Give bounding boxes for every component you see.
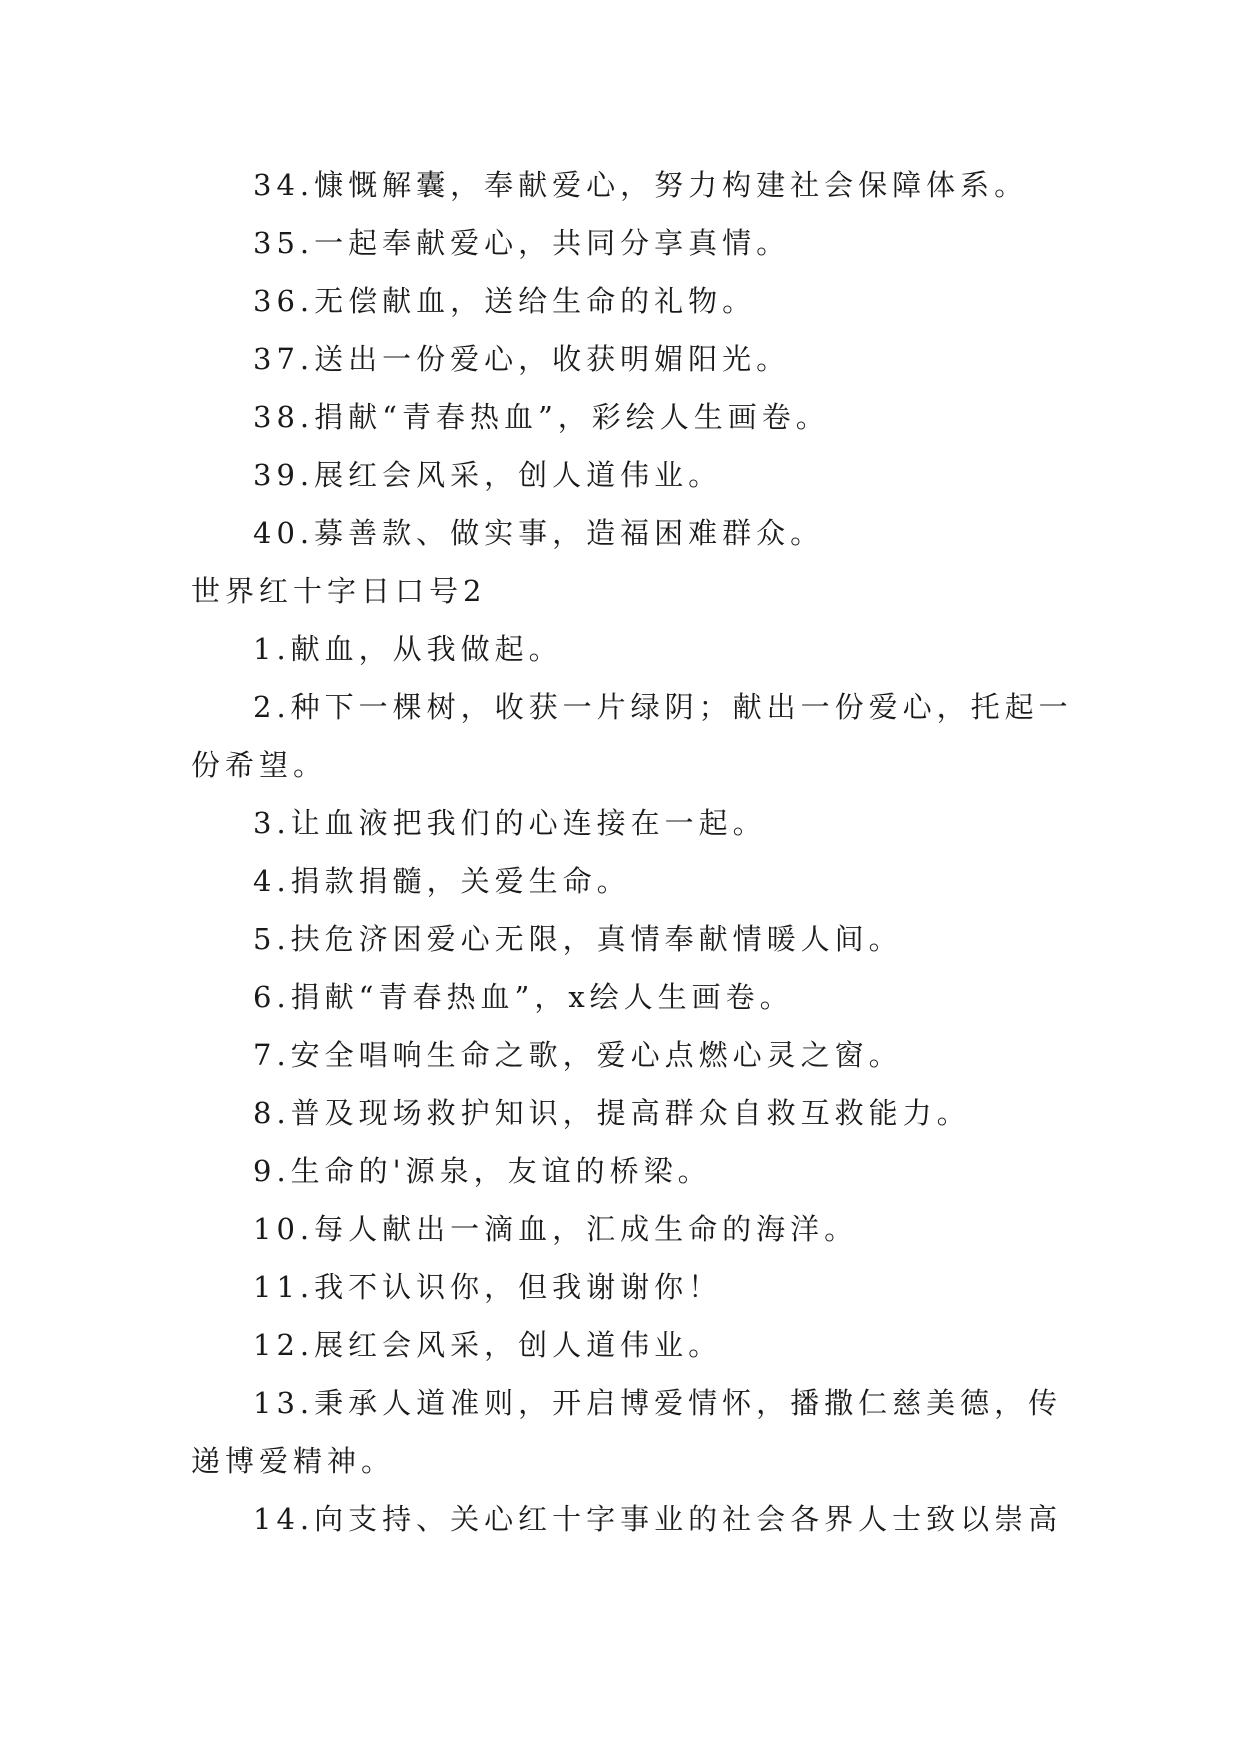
slogan-2-continued: 份希望。 (191, 748, 328, 782)
slogan-10: 10.每人献出一滴血，汇成生命的海洋。 (253, 1212, 859, 1246)
slogan-3: 3.让血液把我们的心连接在一起。 (253, 806, 767, 840)
slogan-6: 6.捐献“青春热血”，x绘人生画卷。 (253, 980, 794, 1014)
slogan-34: 34.慷慨解囊，奉献爱心，努力构建社会保障体系。 (253, 168, 1029, 202)
slogan-36: 36.无偿献血，送给生命的礼物。 (253, 284, 757, 318)
slogan-12: 12.展红会风采，创人道伟业。 (253, 1328, 723, 1362)
section-heading: 世界红十字日口号2 (191, 574, 487, 608)
slogan-7: 7.安全唱响生命之歌，爱心点燃心灵之窗。 (253, 1038, 903, 1072)
slogan-37: 37.送出一份爱心，收获明媚阳光。 (253, 342, 791, 376)
slogan-40: 40.募善款、做实事，造福困难群众。 (253, 516, 825, 550)
slogan-13-continued: 递博爱精神。 (191, 1444, 396, 1478)
slogan-35: 35.一起奉献爱心，共同分享真情。 (253, 226, 791, 260)
slogan-9: 9.生命的'源泉，友谊的桥梁。 (253, 1154, 712, 1188)
slogan-2: 2.种下一棵树，收获一片绿阴；献出一份爱心，托起一 (253, 690, 1073, 724)
slogan-11: 11.我不认识你，但我谢谢你！ (253, 1270, 723, 1304)
slogan-8: 8.普及现场救护知识，提高群众自救互救能力。 (253, 1096, 971, 1130)
slogan-38: 38.捐献“青春热血”，彩绘人生画卷。 (253, 400, 830, 434)
slogan-14: 14.向支持、关心红十字事业的社会各界人士致以崇高 (253, 1502, 1063, 1536)
slogan-5: 5.扶危济困爱心无限，真情奉献情暖人间。 (253, 922, 903, 956)
slogan-4: 4.捐款捐髓，关爱生命。 (253, 864, 631, 898)
slogan-13: 13.秉承人道准则，开启博爱情怀，播撒仁慈美德，传 (253, 1386, 1063, 1420)
slogan-1: 1.献血，从我做起。 (253, 632, 563, 666)
slogan-39: 39.展红会风采，创人道伟业。 (253, 458, 723, 492)
